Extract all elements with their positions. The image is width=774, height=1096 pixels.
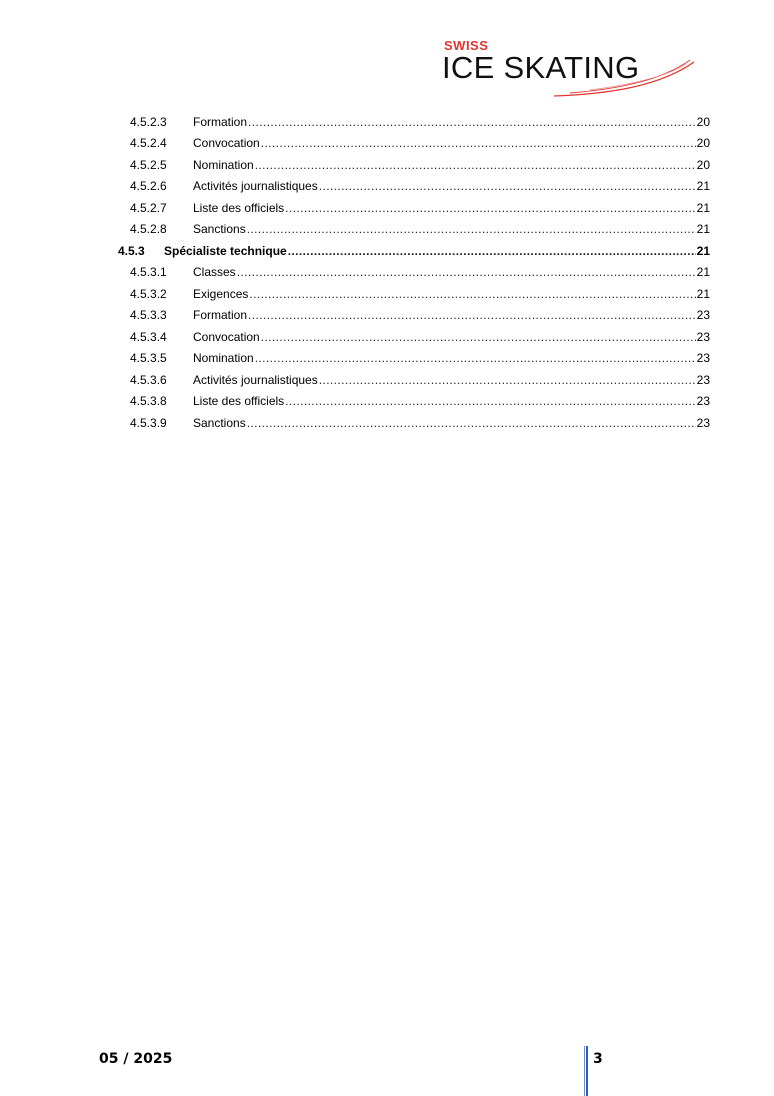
toc-entry-number: 4.5.3.1: [130, 265, 167, 279]
toc-dot-leader: [255, 351, 696, 365]
toc-entry-title: Nomination: [193, 157, 254, 172]
toc-dot-leader: [237, 265, 696, 279]
toc-entry-number: 4.5.2.5: [130, 157, 167, 172]
toc-entry-page: 23: [696, 308, 710, 322]
toc-entry[interactable]: [118, 322, 710, 344]
toc-entry-number: 4.5.2.3: [130, 114, 167, 129]
toc-entry-title: Formation: [193, 308, 248, 322]
toc-entry-number: 4.5.3.5: [130, 351, 167, 365]
toc-entry-page: 23: [696, 372, 710, 387]
toc-dot-leader: [261, 330, 696, 344]
toc-dot-leader: [248, 308, 696, 322]
swiss-ice-skating-logo: [440, 36, 696, 100]
toc-entry[interactable]: [118, 107, 710, 129]
toc-entry[interactable]: [118, 365, 710, 387]
toc-dot-leader: [319, 179, 696, 193]
toc-entry[interactable]: [118, 172, 710, 194]
footer-divider-thin: [584, 1046, 585, 1096]
toc-entry[interactable]: [118, 301, 710, 323]
toc-entry-page: 20: [696, 114, 710, 129]
toc-entry-page: 21: [696, 179, 710, 193]
toc-entry-title: Liste des officiels: [193, 200, 285, 215]
toc-entry-title: Convocation: [193, 136, 260, 150]
toc-dot-leader: [255, 158, 696, 172]
toc-entry-title: Liste des officiels: [193, 394, 285, 408]
toc-entry-number: 4.5.2.7: [130, 200, 167, 215]
toc-dot-leader: [261, 136, 696, 150]
toc-entry-page: 21: [696, 286, 710, 301]
toc-entry[interactable]: [118, 387, 710, 409]
toc-dot-leader: [285, 201, 695, 215]
toc-entry-title: Exigences: [193, 286, 249, 301]
toc-entry-page: 21: [696, 222, 710, 236]
toc-entry-page: 23: [696, 351, 710, 365]
toc-dot-leader: [319, 373, 696, 387]
table-of-contents: [118, 107, 710, 430]
toc-entry-title: Sanctions: [193, 222, 246, 236]
toc-dot-leader: [247, 416, 696, 430]
toc-entry[interactable]: [118, 215, 710, 237]
skate-swoosh-icon: [550, 56, 696, 98]
toc-entry-page: 23: [696, 415, 710, 430]
toc-entry[interactable]: [118, 150, 710, 172]
toc-entry-title: Classes: [193, 265, 236, 279]
toc-entry-number: 4.5.3.2: [130, 286, 167, 301]
toc-dot-leader: [249, 287, 695, 301]
toc-entry-page: 23: [696, 394, 710, 408]
toc-entry-page: 20: [696, 157, 710, 172]
toc-entry-title: Nomination: [193, 351, 254, 365]
toc-entry-number: 4.5.3.6: [130, 372, 167, 387]
toc-dot-leader: [288, 244, 696, 258]
logo-main-text: ICE SKATING: [442, 50, 640, 85]
toc-dot-leader: [248, 115, 696, 129]
toc-entry[interactable]: [118, 258, 710, 280]
toc-entry-number: 4.5.3.4: [130, 329, 167, 344]
toc-entry-number: 4.5.3.9: [130, 415, 167, 430]
toc-section-entry[interactable]: [118, 236, 710, 258]
toc-entry-number: 4.5.2.6: [130, 179, 167, 193]
toc-entry[interactable]: [118, 344, 710, 366]
toc-entry[interactable]: [118, 408, 710, 430]
toc-entry-number: 4.5.2.4: [130, 136, 167, 150]
toc-entry[interactable]: [118, 279, 710, 301]
toc-entry-page: 21: [696, 200, 710, 215]
logo-swiss-text: SWISS: [444, 38, 489, 53]
toc-entry-title: Activités journalistiques: [193, 372, 318, 387]
toc-entry-page: 21: [696, 265, 710, 279]
toc-entry-number: 4.5.3.3: [130, 308, 167, 322]
toc-entry-title: Formation: [193, 114, 248, 129]
toc-dot-leader: [285, 394, 695, 408]
page-number: 3: [593, 1051, 603, 1067]
toc-entry-number: 4.5.3.8: [130, 394, 167, 408]
toc-entry[interactable]: [118, 193, 710, 215]
toc-dot-leader: [247, 222, 696, 236]
footer-date: 05 / 2025: [99, 1051, 173, 1067]
toc-entry-page: 21: [696, 243, 710, 258]
toc-entry[interactable]: [118, 129, 710, 151]
toc-entry-title: Convocation: [193, 329, 260, 344]
toc-entry-title: Spécialiste technique: [164, 243, 287, 258]
toc-entry-title: Sanctions: [193, 415, 246, 430]
toc-entry-page: 20: [696, 136, 710, 150]
toc-entry-number: 4.5.3: [118, 243, 145, 258]
footer-divider: [586, 1046, 588, 1096]
toc-entry-page: 23: [696, 329, 710, 344]
toc-entry-title: Activités journalistiques: [193, 179, 318, 193]
toc-entry-number: 4.5.2.8: [130, 222, 167, 236]
